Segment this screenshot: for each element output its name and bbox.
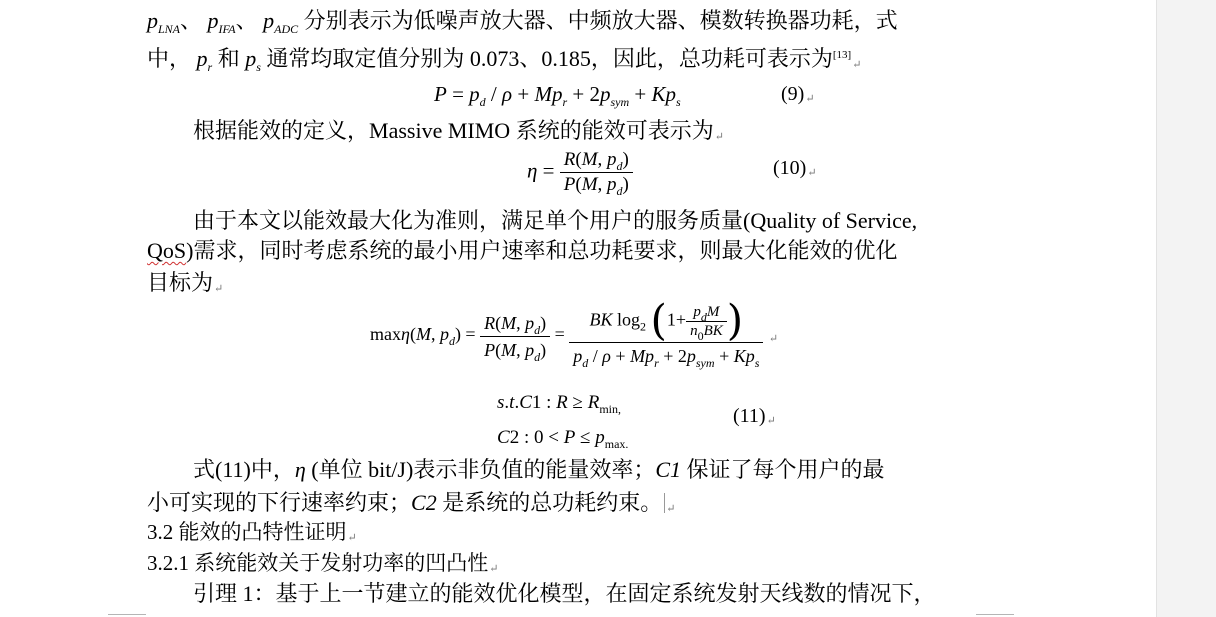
heading-3-2-1: 3.2.1 系统能效关于发射功率的凹凸性↵ [147,551,499,575]
para4-line2: 小可实现的下行速率约束；C2 是系统的总功耗约束。 ↵ [147,490,676,515]
page-margin-mark-left [108,614,146,615]
equation-10-number: (10)↵ [773,157,817,179]
citation-13[interactable]: [13] [832,49,852,61]
equation-9: $P = p_d / \rho + Mp_r + 2p_{sym} + Kp_s$ [434,82,681,109]
para4-line1: 式(11)中，η (单位 bit/J)表示非负值的能量效率；C1 保证了每个用户的最 [193,457,885,482]
para3-line3: 目标为↵ [147,270,224,295]
spellcheck-underline-qos: QoS [147,238,187,263]
equation-11-number: (11)↵ [733,405,776,427]
heading-3-2: 3.2 能效的凸特性证明↵ [147,520,357,544]
equation-9-number: (9)↵ [781,83,815,105]
equation-11-objective: maxη(M, $p_d$) = $\frac{R(M, p_d)}{P(M, p_d)}$ = BK $\log_2 (1+$ $\frac{p_dM}{n_0BK}$ ) $p_d / \rho + Mp_r + 2p_{sym} + Kp_s$ ↵ [370,295,779,370]
para3-line1: 由于本文以能效最大化为准则，满足单个用户的服务质量(Quality of Service, [193,208,918,233]
page-margin-mark-right [976,614,1014,615]
equation-11-constraint-c1: s.t.C1 : $R \ge R_{min,}$ [497,392,621,416]
equation-11-constraint-c2: C2 : $0 < P \le p_{max.}$ [497,427,629,451]
para3-line2: QoS)需求，同时考虑系统的最小用户速率和总功耗要求，则最大化能效的优化 [147,238,898,263]
para2: 根据能效的定义，Massive MIMO 系统的能效可表示为↵ [193,118,724,143]
para1-line2: 中， $p_r$ 和 $p_s$ 通常均取定值分别为 0.073、0.185，因此，总功耗可表示为[13]↵ [147,46,862,74]
lemma-1-line1: 引理 1：基于上一节建立的能效优化模型，在固定系统发射天线数的情况下， [193,581,936,606]
equation-10: η = $\frac{R(M, p_d)}{P(M, p_d)}$ [527,148,633,197]
para1-line1-text: 分别表示为低噪声放大器、中频放大器、模数转换器功耗，式 [303,8,898,33]
para1-line1: $p_{LNA}$、 $p_{IFA}$、 $p_{ADC}$ 分别表示为低噪声放大器、中频放大器、模数转换器功耗，式 [147,8,898,36]
right-gutter [1156,0,1216,617]
